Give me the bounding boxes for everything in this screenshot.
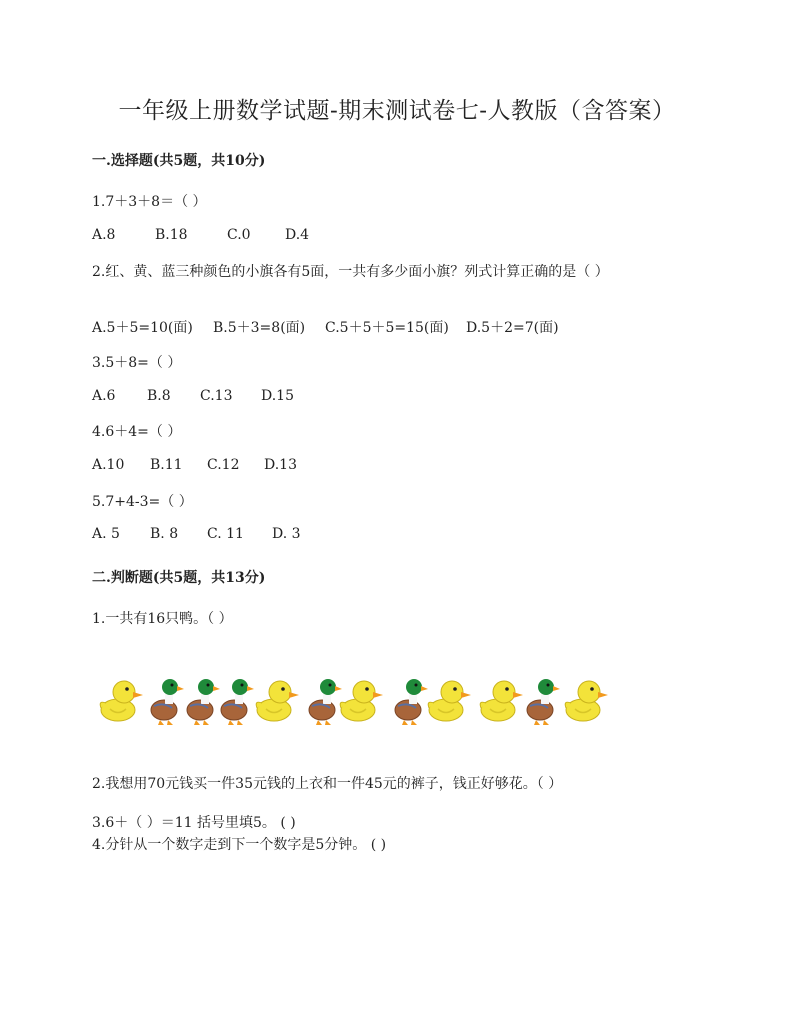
- ducks-illustration: [98, 672, 618, 728]
- yellow-duckling-icon: [340, 681, 383, 721]
- mallard-duck-icon: [527, 679, 560, 725]
- question-3: 3.5＋8=（ ）: [92, 355, 182, 371]
- option: D.15: [261, 388, 294, 404]
- question-5: 5.7+4-3=（ ）: [92, 494, 193, 510]
- page-title: 一年级上册数学试题-期末测试卷七-人教版（含答案）: [118, 98, 676, 124]
- section-heading-choice: 一.选择题(共5题，共10分): [92, 153, 266, 169]
- mallard-duck-icon: [395, 679, 428, 725]
- yellow-duckling-icon: [100, 681, 143, 721]
- question-4: 4.6＋4=（ ）: [92, 424, 182, 440]
- question-1-options: [92, 227, 309, 243]
- yellow-duckling-icon: [480, 681, 523, 721]
- question-4-options: [92, 457, 297, 473]
- option: D.4: [285, 227, 310, 243]
- mallard-duck-icon: [187, 679, 220, 725]
- option: A.6: [92, 388, 116, 404]
- option: B.5＋3=8(面): [213, 320, 306, 336]
- section-heading-judgement: 二.判断题(共5题，共13分): [92, 570, 266, 586]
- option: A. 5: [92, 526, 120, 542]
- question-5-options: [92, 526, 301, 542]
- option: C.5＋5＋5=15(面): [325, 320, 449, 336]
- option: A.10: [92, 457, 125, 473]
- mallard-duck-icon: [151, 679, 184, 725]
- option: B.8: [147, 388, 171, 404]
- mallard-duck-icon: [221, 679, 254, 725]
- question-2-options: [92, 317, 559, 337]
- option: D. 3: [272, 526, 301, 542]
- yellow-duckling-icon: [256, 681, 299, 721]
- option: B.18: [155, 227, 188, 243]
- yellow-duckling-icon: [565, 681, 608, 721]
- option: C. 11: [207, 526, 244, 542]
- yellow-duckling-icon: [428, 681, 471, 721]
- option: A.5＋5=10(面): [92, 320, 193, 336]
- question-3-options: [92, 388, 294, 404]
- option: C.13: [200, 388, 233, 404]
- question-1: 1.7＋3＋8＝（ ）: [92, 194, 207, 210]
- option: C.0: [227, 227, 251, 243]
- option: B.11: [150, 457, 183, 473]
- option: C.12: [207, 457, 240, 473]
- judgement-1: 1.一共有16只鸭。（ ）: [92, 611, 233, 627]
- judgement-4: 4.分针从一个数字走到下一个数字是5分钟。 ( ): [92, 837, 387, 853]
- option: D.13: [264, 457, 297, 473]
- option: B. 8: [150, 526, 179, 542]
- option: D.5＋2=7(面): [466, 320, 559, 336]
- judgement-2: 2.我想用70元钱买一件35元钱的上衣和一件45元的裤子，钱正好够花。（ ）: [92, 776, 563, 792]
- option: A.8: [92, 227, 116, 243]
- mallard-duck-icon: [309, 679, 342, 725]
- judgement-3: 3.6＋（ ）＝11 括号里填5。 ( ): [92, 815, 296, 831]
- question-2: 2.红、黄、蓝三种颜色的小旗各有5面，一共有多少面小旗？列式计算正确的是（ ）: [92, 264, 609, 280]
